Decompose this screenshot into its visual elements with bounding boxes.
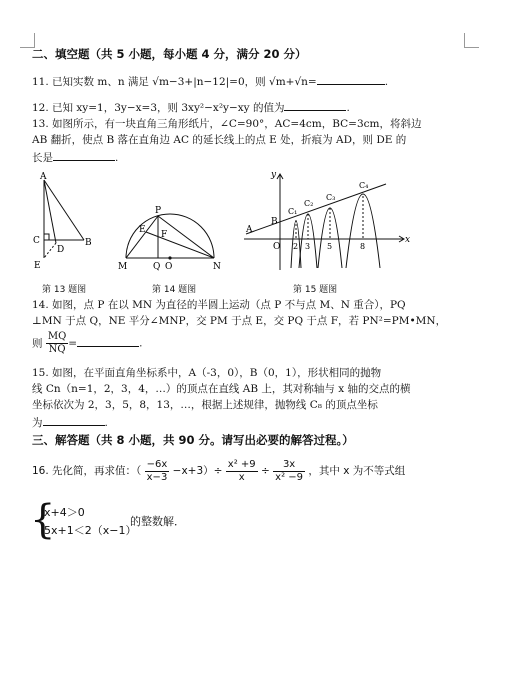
- fig14-label-f: F: [161, 230, 168, 240]
- q16-fraction-1: $\frac{-6x}{x-3}$: [146, 458, 168, 483]
- fig13-label-a: A: [40, 172, 47, 182]
- fig14-center-dot: [168, 256, 171, 259]
- q11-text: 11. 已知实数 m、n 满足 √m−3+|n−12|=0，则 √m+√n=: [32, 76, 317, 88]
- fig15-tick-3: 3: [305, 242, 311, 251]
- question-15-line-1: 15. 如图，在平面直角坐标系中，A（-3，0），B（0，1），形状相同的抛物: [32, 367, 382, 379]
- fig13-label-e: E: [34, 261, 41, 271]
- figure-15-coordinate-plane: [236, 168, 412, 274]
- fig15-label-a: A: [246, 225, 253, 235]
- q16-fraction-3: $\frac{3x}{\text{x² −9}}$: [275, 458, 304, 483]
- fig15-tick-8: 8: [360, 242, 366, 251]
- fig13-label-b: B: [85, 238, 92, 248]
- fig13-label-c: C: [33, 236, 40, 246]
- q16-fraction-2: $\frac{\text{x² +9}}{x}$: [227, 458, 256, 483]
- fig15-axis-x: x: [405, 235, 411, 245]
- q12-text: 12. 已知 xy=1，3y−x=3，则 3xy²−x²y−xy 的值为: [32, 102, 285, 114]
- question-15-line-3: 坐标依次为 2，3，5，8，13，…，根据上述规律，抛物线 C₈ 的顶点坐标: [32, 399, 378, 411]
- question-11: 11. 已知实数 m、n 满足 √m−3+|n−12|=0，则 √m+√n= .: [32, 73, 388, 89]
- page-corner-mark-top-right: [464, 33, 479, 48]
- figure-14-caption: 第 14 题图: [152, 285, 197, 295]
- section-3-heading: 三、解答题（共 8 小题，共 90 分。请写出必要的解答过程。）: [32, 433, 354, 447]
- fig15-label-o: O: [273, 242, 281, 252]
- q11-answer-blank[interactable]: [317, 73, 385, 85]
- q15-answer-blank[interactable]: [43, 414, 105, 426]
- question-14-line-3: 则 $\frac{MQ}{NQ}$ = .: [32, 331, 143, 355]
- question-12: 12. 已知 xy=1，3y−x=3，则 3xy²−x²y−xy 的值为 .: [32, 99, 350, 115]
- q14-fraction-mq-nq: $\frac{MQ}{NQ}$: [47, 331, 67, 355]
- fig14-label-o: O: [165, 262, 173, 272]
- q12-answer-blank[interactable]: [284, 99, 346, 111]
- page-corner-mark-top-left: [20, 33, 35, 48]
- system-brace: {: [30, 497, 56, 543]
- fig14-label-e: E: [139, 225, 146, 235]
- question-13-line-2: AB 翻折，使点 B 落在直角边 AC 的延长线上的点 E 处，折痕为 AD，则 DE 的: [32, 134, 407, 146]
- question-14-line-1: 14. 如图，点 P 在以 MN 为直径的半圆上运动（点 P 不与点 M、N 重合），PQ: [32, 299, 406, 311]
- figure-14-semicircle: [116, 200, 222, 272]
- question-15-line-2: 线 Cn（n=1，2，3，4，…）的顶点在直线 AB 上，其对称轴与 x 轴的交点的横: [32, 383, 411, 395]
- inequality-tail: 的整数解．: [130, 515, 185, 528]
- fig14-label-p: P: [155, 206, 162, 216]
- q13-answer-blank[interactable]: [53, 149, 115, 161]
- inequality-2: 5x+1＜2（x−1）: [44, 524, 137, 537]
- fig15-label-c2: C₂: [304, 199, 314, 208]
- inequality-1: x+4＞0: [44, 506, 85, 519]
- question-15-line-4: 为 .: [32, 414, 108, 430]
- fig15-tick-2: 2: [293, 242, 299, 251]
- fig15-label-b: B: [271, 217, 278, 227]
- question-16: 16. 先化简，再求值：（ $\frac{-6x}{x-3}$ −x+3）÷ $\frac{\text{x² +9}}{x}$ ÷ $\frac{3x}{\text{x² −9}}$ ，其中 x 为不等式组: [32, 458, 406, 483]
- section-2-heading: 二、填空题（共 5 小题，每小题 4 分，满分 20 分）: [32, 47, 307, 61]
- figure-15-caption: 第 15 题图: [293, 285, 338, 295]
- figure-13-triangle: [28, 170, 108, 276]
- fig15-tick-5: 5: [327, 242, 333, 251]
- fig14-label-q: Q: [153, 262, 161, 272]
- question-13-line-3: 长是 .: [32, 149, 118, 165]
- fig13-label-d: D: [57, 245, 65, 255]
- fig14-label-m: M: [118, 262, 128, 272]
- fig15-label-c4: C₄: [359, 181, 369, 190]
- fig15-label-c1: C₁: [288, 207, 298, 216]
- fig14-label-n: N: [213, 262, 221, 272]
- fig15-label-c3: C₃: [326, 193, 336, 202]
- fig15-axis-y: y: [271, 170, 277, 180]
- question-14-line-2: ⊥MN 于点 Q，NE 平分∠MNP，交 PM 于点 E，交 PQ 于点 F，若 PN²=PM•MN，: [32, 315, 447, 327]
- question-13-line-1: 13. 如图所示，有一块直角三角形纸片，∠C=90°，AC=4cm，BC=3cm，将斜边: [32, 118, 422, 130]
- q16-lead: 16. 先化简，再求值：（: [32, 465, 142, 477]
- q14-answer-blank[interactable]: [77, 335, 139, 347]
- figure-13-caption: 第 13 题图: [42, 285, 87, 295]
